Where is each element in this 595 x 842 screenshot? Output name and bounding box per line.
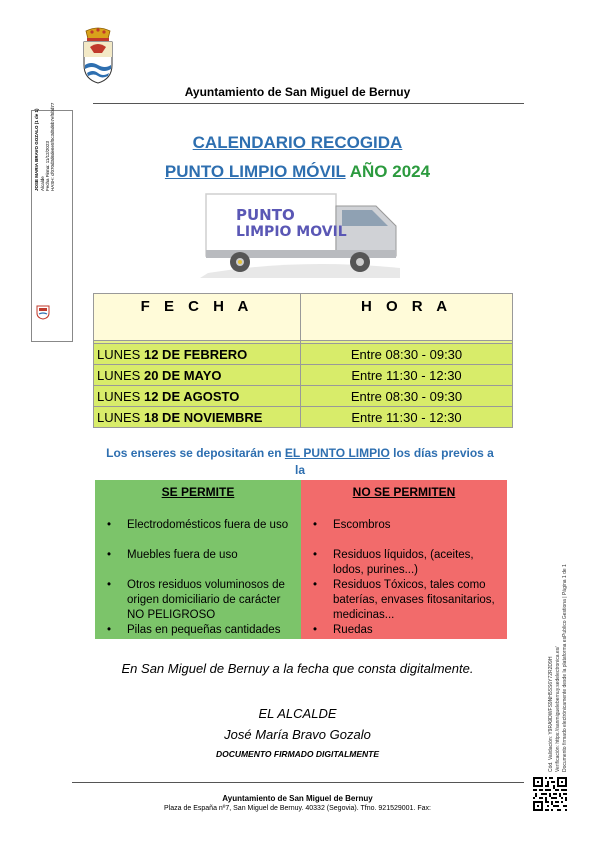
header-divider [93, 103, 524, 104]
allowed-item: Otros residuos voluminosos de origen domiciliario de carácter NO PELIGROSO [127, 579, 285, 621]
signer-name: José María Bravo Gozalo [224, 727, 371, 742]
table-row [94, 344, 513, 365]
allowed-item: Electrodomésticos fuera de uso [127, 519, 289, 531]
note-text-1: Los enseres se depositarán en [106, 446, 282, 460]
denied-item: Residuos líquidos, (aceites, lodos, purines...) [333, 549, 474, 576]
list-item: • Electrodomésticos fuera de uso [107, 518, 297, 533]
row-date: 20 DE MAYO [143, 367, 222, 383]
table-row [94, 407, 513, 428]
note-text-2: los días previos a la [294, 446, 494, 477]
row-day: LUNES [97, 409, 141, 425]
truck-label-line1: PUNTO [236, 206, 295, 224]
allowed-title: SE PERMITE [161, 485, 235, 499]
title-calendar: CALENDARIO RECOGIDA [192, 133, 403, 152]
schedule-table [93, 293, 513, 428]
row-date: 12 DE FEBRERO [143, 346, 248, 362]
list-item: • Residuos Tóxicos, tales como baterías, envases fitosanitarios, medicinas... [313, 578, 503, 623]
column-header-date: F E C H A [94, 294, 301, 341]
closing-date-line: En San Miguel de Bernuy a la fecha que consta digitalmente. [121, 661, 474, 676]
validation-code: Cód. Validación: Y9RA9DWFS9NH5SS6Y72R2D9H [548, 656, 554, 772]
list-item: • Muebles fuera de uso [107, 548, 297, 563]
signer-role: EL ALCALDE [258, 706, 337, 721]
title-punto-limpio [0, 162, 595, 182]
truck-illustration [200, 188, 400, 278]
row-date: 12 DE AGOSTO [143, 388, 240, 404]
allowed-item: Pilas en pequeñas cantidades [127, 624, 281, 636]
validation-platform: Documento firmado electrónicamente desde la plataforma esPublico Gestiona | Página 1 de 1 [562, 564, 568, 772]
row-day: LUNES [97, 367, 141, 383]
signature-hash: HASH: cf070d3d6de6e5f0c3d5d6b7ef5bd77 [50, 102, 55, 191]
table-row [94, 365, 513, 386]
list-item: • Escombros [313, 518, 503, 533]
signature-date: Fecha Firma: 11/12/2023 [45, 141, 50, 191]
footer-name: Ayuntamiento de San Miguel de Bernuy [222, 794, 373, 803]
row-time: Entre 11:30 - 12:30 [301, 407, 513, 428]
signature-role: Alcalde [40, 176, 45, 191]
row-time: Entre 08:30 - 09:30 [301, 386, 513, 407]
footer-address: Plaza de España nº7, San Miguel de Bernuy. 40332 (Segovia). Tfno. 921529001. Fax: [164, 805, 431, 812]
row-day: LUNES [97, 388, 141, 404]
list-item: • Otros residuos voluminosos de origen domiciliario de carácter NO PELIGROSO [107, 578, 297, 623]
allowed-column [95, 480, 301, 639]
denied-item: Residuos Tóxicos, tales como baterías, envases fitosanitarios, medicinas... [333, 579, 495, 621]
denied-title: NO SE PERMITEN [352, 485, 456, 499]
column-header-time: H O R A [301, 294, 513, 341]
footer-divider [72, 782, 524, 783]
signature-seal-icon [36, 304, 50, 320]
note-link-punto-limpio: EL PUNTO LIMPIO [284, 446, 390, 460]
table-row [94, 386, 513, 407]
header-municipality: Ayuntamiento de San Miguel de Bernuy [184, 85, 411, 99]
coat-of-arms-logo [78, 27, 118, 85]
list-item: • Pilas en pequeñas cantidades [107, 623, 297, 638]
qr-code-icon [533, 777, 567, 811]
title-punto-limpio-text: PUNTO LIMPIO MÓVIL [164, 162, 346, 181]
validation-url: Verificación: https://sanmiguelebernuy.sedelectronica.es/ [555, 646, 561, 772]
row-day: LUNES [97, 346, 141, 362]
denied-item: Ruedas [333, 624, 373, 636]
allowed-item: Muebles fuera de uso [127, 549, 238, 561]
title-year: AÑO 2024 [349, 162, 431, 181]
truck-label-line2: LIMPIO MOVIL [236, 224, 347, 240]
row-date: 18 DE NOVIEMBRE [143, 409, 263, 425]
signed-notice: DOCUMENTO FIRMADO DIGITALMENTE [215, 749, 380, 759]
signature-signer: JOSE MARIA BRAVO GOZALO (1 de 1) [34, 108, 39, 191]
row-time: Entre 08:30 - 09:30 [301, 344, 513, 365]
row-time: Entre 11:30 - 12:30 [301, 365, 513, 386]
list-item: • Residuos líquidos, (aceites, lodos, purines...) [313, 548, 503, 578]
denied-item: Escombros [333, 519, 391, 531]
list-item: • Ruedas [313, 623, 503, 638]
permit-table [95, 480, 507, 639]
denied-column [301, 480, 507, 639]
